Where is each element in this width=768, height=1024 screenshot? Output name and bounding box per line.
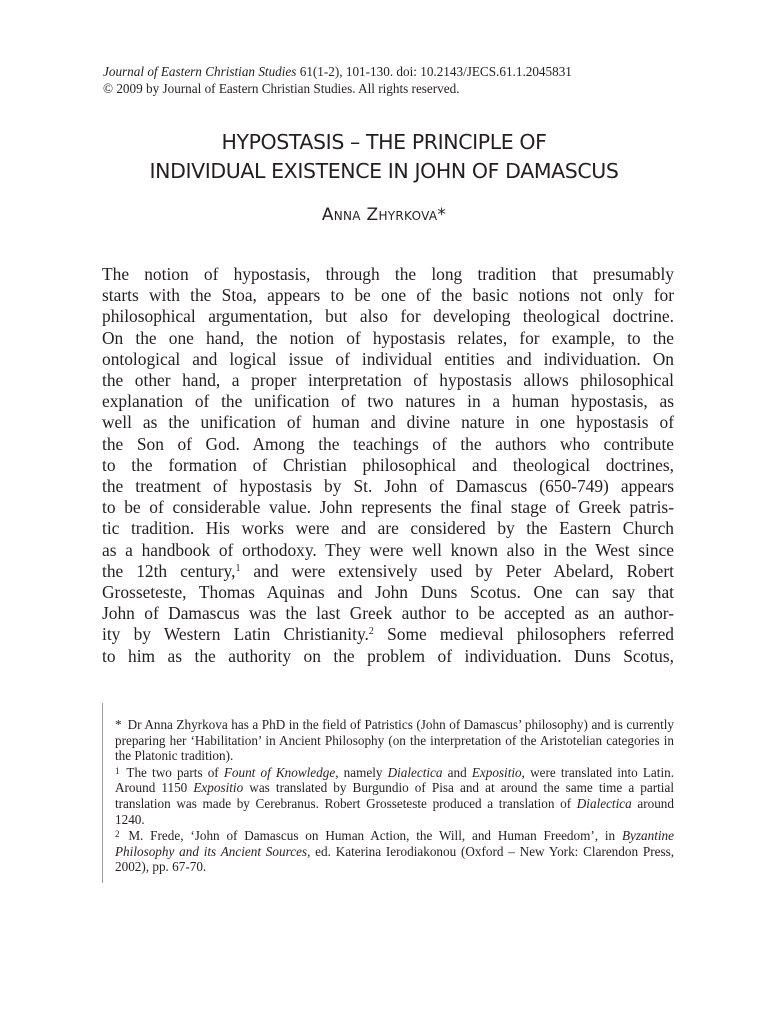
footnote-ref-2[interactable]: 2 (368, 626, 374, 638)
footnote-title: Fount of Knowledge (223, 764, 336, 780)
footnotes (115, 717, 674, 875)
journal-header (103, 64, 683, 97)
body-line: to him as the authority on the problem of individuation. Duns Scotus, (102, 645, 674, 666)
body-line: the other hand, a proper interpretation of hypostasis allows philosophical (102, 370, 674, 391)
footnote-marker-1: 1 (115, 765, 120, 776)
footnote-text: around 1240. (115, 795, 674, 827)
author-name: Anna Zhyrkova* (321, 205, 447, 225)
body-line: well as the unification of human and divine nature in one hypostasis of (102, 412, 674, 433)
body-line (102, 624, 674, 645)
footnote-marker-star: * (115, 717, 122, 732)
title-line-1: HYPOSTASIS – THE PRINCIPLE OF (221, 130, 547, 154)
journal-name: Journal of Eastern Christian Studies (103, 64, 297, 79)
body-line: explanation of the unification of two natures in a human hypostasis, as (102, 391, 674, 412)
body-line: starts with the Stoa, appears to be one of the basic notions not only for (102, 285, 674, 306)
copyright-line: © 2009 by Journal of Eastern Christian Studies. All rights reserved. (103, 80, 460, 96)
footnote-author-text: Dr Anna Zhyrkova has a PhD in the field of Patristics (John of Damascus’ philosophy) and is currently preparing her ‘Habilitation’ in Ancient Philosophy (on the interpretation of the Aristotelian categories in the Platonic tradition). (115, 717, 674, 764)
body-text-span: Some medieval philosophers referred (373, 624, 674, 645)
footnote-rule (102, 703, 103, 883)
footnote-text: , namely (335, 764, 388, 780)
footnote-text: The two parts of (126, 764, 224, 780)
body-line (102, 561, 674, 582)
body-line: as a handbook of orthodoxy. They were well known also in the West since (102, 539, 674, 560)
body-text-span: ity by Western Latin Christianity. (102, 624, 369, 645)
footnote-2 (115, 827, 674, 875)
footnote-text: and (442, 764, 472, 780)
footnote-title: Expositio (193, 780, 244, 796)
footnote-text: M. Frede, ‘John of Damascus on Human Action, the Will, and Human Freedom’, in (128, 828, 622, 844)
footnote-text: , were translated into Latin. Around 1150 (115, 764, 675, 796)
footnote-title: Dialectica (387, 764, 443, 780)
citation-line (103, 64, 683, 81)
footnote-ref-1[interactable]: 1 (235, 562, 241, 574)
footnote-text: , ed. Katerina Ierodiakonou (Oxford – New York: Clarendon Press, 2002), pp. 67-70. (115, 843, 674, 875)
footnote-marker-2: 2 (115, 829, 120, 840)
body-line: Grosseteste, Thomas Aquinas and John Duns Scotus. One can say that (102, 582, 674, 603)
footnote-title: Byzantine Philosophy and its Ancient Sources (115, 828, 674, 859)
body-line: to the formation of Christian philosophical and theological doctrines, (102, 454, 674, 475)
body-paragraph (102, 264, 674, 667)
article-title (0, 128, 768, 186)
footnote-text: was translated by Burgundio of Pisa and at around the same time a partial translation was made by Cerebranus. Robert Grosseteste produced a translation of (115, 780, 674, 811)
footnote-1 (115, 764, 674, 827)
body-line: the treatment of hypostasis by St. John of Damascus (650-749) appears (102, 476, 674, 497)
body-line: tic tradition. His works were and are considered by the Eastern Church (102, 518, 674, 539)
body-line: philosophical argumentation, but also for developing theological doctrine. (102, 306, 674, 327)
footnote-title: Expositio (471, 764, 522, 780)
footnote-title: Dialectica (576, 795, 632, 811)
body-line: John of Damascus was the last Greek author to be accepted as an author- (102, 603, 674, 624)
footnote-author (115, 717, 674, 764)
title-line-2: INDIVIDUAL EXISTENCE IN JOHN OF DAMASCUS (149, 159, 619, 183)
citation-details: 61(1-2), 101-130. doi: 10.2143/JECS.61.1.2045831 (296, 64, 572, 79)
body-text-span: and were extensively used by Peter Abelard, Robert (240, 560, 675, 581)
body-line: On the one hand, the notion of hypostasis relates, for example, to the (102, 327, 674, 348)
body-line: The notion of hypostasis, through the long tradition that presumably (102, 264, 674, 284)
body-line: to be of considerable value. John represents the final stage of Greek patris- (102, 497, 674, 518)
body-text-span: the 12th century, (102, 560, 236, 581)
body-line: ontological and logical issue of individual entities and individuation. On (102, 348, 674, 369)
body-line: the Son of God. Among the teachings of the authors who contribute (102, 433, 674, 454)
